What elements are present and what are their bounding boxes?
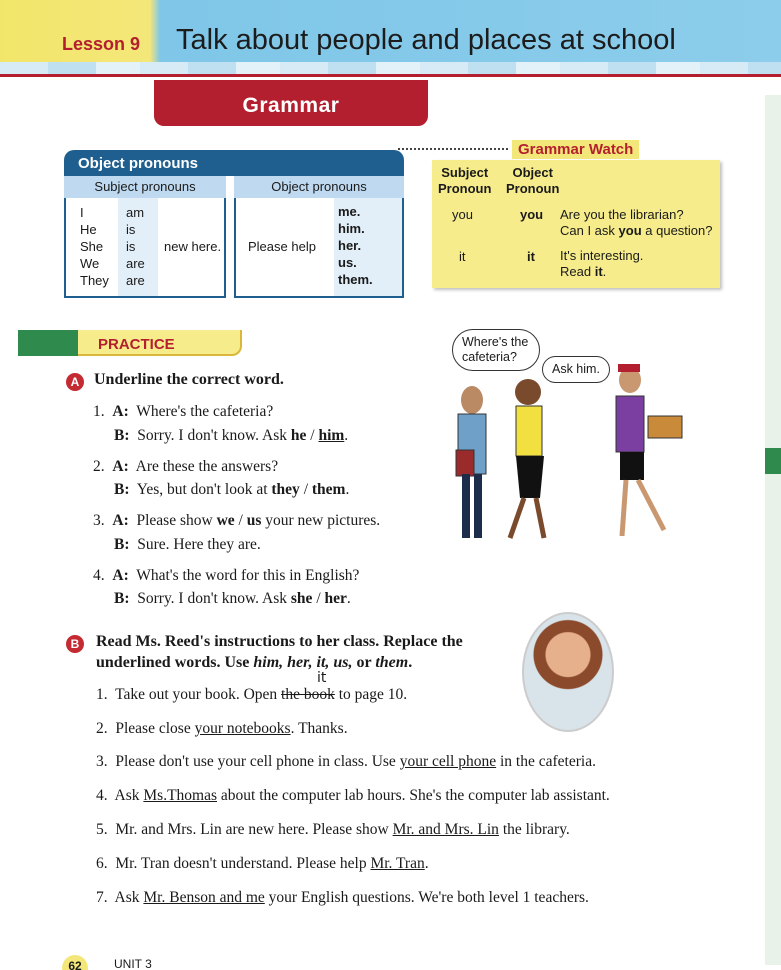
a-item-4-question bbox=[93, 567, 359, 585]
gw-example-part: Read bbox=[560, 264, 595, 279]
item-number: 7. bbox=[96, 889, 108, 906]
object-pronoun: me. bbox=[338, 204, 361, 219]
speaker-label: B: bbox=[114, 481, 130, 498]
grammar-watch-title: Grammar Watch bbox=[512, 140, 639, 159]
gw-example-bold: you bbox=[618, 223, 642, 238]
b-item-5 bbox=[96, 821, 570, 839]
item-text: Sure. Here they are. bbox=[137, 536, 261, 553]
object-pronoun: us. bbox=[338, 255, 357, 270]
gw-example-part: a question? bbox=[641, 223, 713, 238]
gw-subject-header bbox=[438, 165, 491, 197]
gw-example-part: Can I ask bbox=[560, 223, 619, 238]
gw-header-line: Pronoun bbox=[438, 181, 492, 196]
section-a-badge: A bbox=[66, 373, 84, 391]
item-text: to page 10. bbox=[334, 686, 408, 703]
item-number: 1. bbox=[93, 403, 105, 420]
item-number: 2. bbox=[93, 458, 105, 475]
gw-example bbox=[560, 264, 606, 279]
speech-bubble-answer: Ask him. bbox=[542, 356, 610, 383]
item-text: Ask bbox=[114, 787, 144, 804]
item-text: . bbox=[345, 481, 350, 498]
boy-with-cap bbox=[616, 364, 682, 536]
item-text: Yes, but don't look at bbox=[136, 481, 272, 498]
subject-pronoun: They bbox=[80, 273, 109, 288]
b-item-4 bbox=[96, 787, 610, 805]
gw-example-part: . bbox=[602, 264, 607, 279]
item-number: 6. bbox=[96, 855, 108, 872]
verb: are bbox=[126, 273, 145, 288]
item-text: Where's the cafeteria? bbox=[136, 403, 274, 420]
b-item-7 bbox=[96, 889, 589, 907]
header-rule bbox=[0, 74, 781, 77]
item-text: your English questions. We're both level 1 teachers. bbox=[264, 889, 589, 906]
item-text: Sorry. I don't know. Ask bbox=[137, 427, 291, 444]
underlined-phrase: Ms.Thomas bbox=[143, 787, 218, 804]
gw-object-it: it bbox=[527, 249, 535, 264]
object-column-header: Object pronouns bbox=[234, 176, 404, 198]
section-b-badge: B bbox=[66, 635, 84, 653]
choice-slash: / bbox=[306, 427, 319, 444]
item-number: 3. bbox=[96, 753, 108, 770]
grammar-banner: Grammar bbox=[154, 80, 428, 126]
item-number: 3. bbox=[93, 512, 105, 529]
choice-word[interactable]: us bbox=[246, 512, 262, 529]
gw-example bbox=[560, 223, 713, 238]
b-item-6 bbox=[96, 855, 429, 873]
item-number: 1. bbox=[96, 686, 108, 703]
a-item-3-question bbox=[93, 512, 380, 530]
a-item-2-question bbox=[93, 458, 278, 476]
gw-subject-it: it bbox=[459, 249, 466, 264]
choice-slash: / bbox=[234, 512, 247, 529]
page-edge-strip bbox=[765, 95, 781, 965]
gw-object-you: you bbox=[520, 207, 544, 222]
grammar-watch-leader bbox=[398, 148, 508, 150]
subject-column-header: Subject pronouns bbox=[64, 176, 226, 198]
title-part: underlined words. Use bbox=[96, 654, 254, 671]
item-text: Please show bbox=[136, 512, 217, 529]
section-b-title-line1: Read Ms. Reed's instructions to her class. Replace the bbox=[96, 633, 463, 650]
object-pronoun: her. bbox=[338, 238, 362, 253]
gw-object-header bbox=[506, 165, 559, 197]
verb: is bbox=[126, 239, 136, 254]
page-number: 62 bbox=[62, 955, 88, 970]
choice-word[interactable]: them bbox=[311, 481, 346, 498]
choice-word[interactable]: he bbox=[290, 427, 307, 444]
gw-header-line: Object bbox=[512, 165, 553, 180]
choice-word-underlined[interactable]: him bbox=[318, 427, 345, 444]
title-part: . bbox=[408, 654, 413, 671]
speaker-label: A: bbox=[112, 567, 129, 584]
grammar-watch-box bbox=[432, 160, 720, 288]
verb-list bbox=[126, 204, 145, 289]
item-text: . bbox=[344, 427, 349, 444]
item-text: Mr. Tran doesn't understand. Please help bbox=[115, 855, 371, 872]
item-number: 2. bbox=[96, 720, 108, 737]
verb: am bbox=[126, 205, 145, 220]
gw-example-bold: it bbox=[594, 264, 603, 279]
section-a-title: Underline the correct word. bbox=[94, 371, 284, 388]
a-item-1-answer bbox=[114, 427, 348, 445]
underlined-phrase: your cell phone bbox=[399, 753, 497, 770]
item-number: 5. bbox=[96, 821, 108, 838]
object-pronoun: him. bbox=[338, 221, 365, 236]
item-text: Please close bbox=[115, 720, 195, 737]
object-pronoun: them. bbox=[338, 272, 373, 287]
subject-pronoun: He bbox=[80, 222, 97, 237]
header-stripe bbox=[0, 62, 781, 74]
a-item-4-answer bbox=[114, 590, 351, 608]
lesson-number: Lesson 9 bbox=[62, 34, 141, 54]
speaker-label: B: bbox=[114, 590, 130, 607]
speaker-label: A: bbox=[112, 403, 129, 420]
object-panel bbox=[234, 198, 404, 298]
item-text: . Thanks. bbox=[290, 720, 348, 737]
title-italic: them bbox=[375, 654, 409, 671]
speaker-label: B: bbox=[114, 427, 130, 444]
unit-label: UNIT 3 bbox=[114, 957, 152, 970]
verb: are bbox=[126, 256, 145, 271]
underlined-phrase: your notebooks bbox=[194, 720, 291, 737]
verb: is bbox=[126, 222, 136, 237]
title-italic: him, her, it, us, bbox=[253, 654, 353, 671]
a-item-2-answer bbox=[114, 481, 349, 499]
page-edge-tab bbox=[765, 448, 781, 474]
practice-banner-green bbox=[18, 330, 78, 356]
new-here-text: new here. bbox=[164, 239, 222, 254]
a-item-1-question bbox=[93, 403, 273, 421]
item-text: Sorry. I don't know. Ask bbox=[137, 590, 291, 607]
underlined-phrase: Mr. Tran bbox=[370, 855, 425, 872]
chart-title: Object pronouns bbox=[64, 150, 404, 176]
choice-word[interactable]: she bbox=[290, 590, 313, 607]
item-text: Please don't use your cell phone in class. Use bbox=[115, 753, 400, 770]
speaker-label: A: bbox=[112, 512, 129, 529]
choice-word[interactable]: they bbox=[271, 481, 300, 498]
item-text: Are these the answers? bbox=[135, 458, 279, 475]
a-item-3-answer bbox=[114, 536, 261, 554]
speaker-label: B: bbox=[114, 536, 130, 553]
bubble-text: cafeteria? bbox=[462, 350, 517, 364]
lesson-title: Talk about people and places at school bbox=[176, 24, 676, 56]
object-pronouns-chart bbox=[64, 150, 404, 298]
item-text: your new pictures. bbox=[261, 512, 381, 529]
choice-word[interactable]: we bbox=[216, 512, 235, 529]
teacher-photo bbox=[522, 612, 614, 732]
gw-header-line: Pronoun bbox=[506, 181, 560, 196]
item-text: . bbox=[424, 855, 429, 872]
item-number: 4. bbox=[93, 567, 105, 584]
subject-pronoun: I bbox=[80, 205, 84, 220]
subject-list bbox=[80, 204, 109, 289]
practice-label: PRACTICE bbox=[98, 336, 175, 353]
underlined-phrase: Mr. Benson and me bbox=[143, 889, 265, 906]
gw-example: It's interesting. bbox=[560, 248, 644, 263]
speech-bubble-question bbox=[452, 329, 540, 371]
section-b-title-line2 bbox=[96, 654, 412, 672]
item-text: Take out your book. Open bbox=[115, 686, 282, 703]
title-part: or bbox=[352, 654, 376, 671]
gw-example: Are you the librarian? bbox=[560, 207, 684, 222]
underlined-phrase: Mr. and Mrs. Lin bbox=[392, 821, 499, 838]
girl-with-yellow-top bbox=[510, 379, 544, 538]
b-item-3 bbox=[96, 753, 596, 771]
item-text: in the cafeteria. bbox=[496, 753, 596, 770]
item-text: about the computer lab hours. She's the computer lab assistant. bbox=[217, 787, 610, 804]
subject-pronoun: We bbox=[80, 256, 100, 271]
boy-with-glasses bbox=[456, 386, 486, 538]
underlined-phrase: the book bbox=[281, 686, 335, 703]
item-text: the library. bbox=[498, 821, 570, 838]
handwritten-answer: it bbox=[317, 670, 327, 686]
b-item-1 bbox=[96, 686, 407, 704]
choice-slash: / bbox=[299, 481, 312, 498]
item-text: What's the word for this in English? bbox=[136, 567, 360, 584]
item-text: Ask bbox=[114, 889, 144, 906]
speaker-label: A: bbox=[112, 458, 129, 475]
item-text: Mr. and Mrs. Lin are new here. Please show bbox=[115, 821, 393, 838]
item-text: . bbox=[346, 590, 351, 607]
gw-subject-you: you bbox=[452, 207, 473, 222]
item-number: 4. bbox=[96, 787, 108, 804]
choice-word[interactable]: her bbox=[324, 590, 347, 607]
bubble-text: Where's the bbox=[462, 335, 529, 349]
gw-header-line: Subject bbox=[441, 165, 489, 180]
choice-slash: / bbox=[312, 590, 325, 607]
subject-panel bbox=[64, 198, 226, 298]
subject-pronoun: She bbox=[80, 239, 104, 254]
please-help-text: Please help bbox=[248, 239, 316, 254]
b-item-2 bbox=[96, 720, 348, 738]
